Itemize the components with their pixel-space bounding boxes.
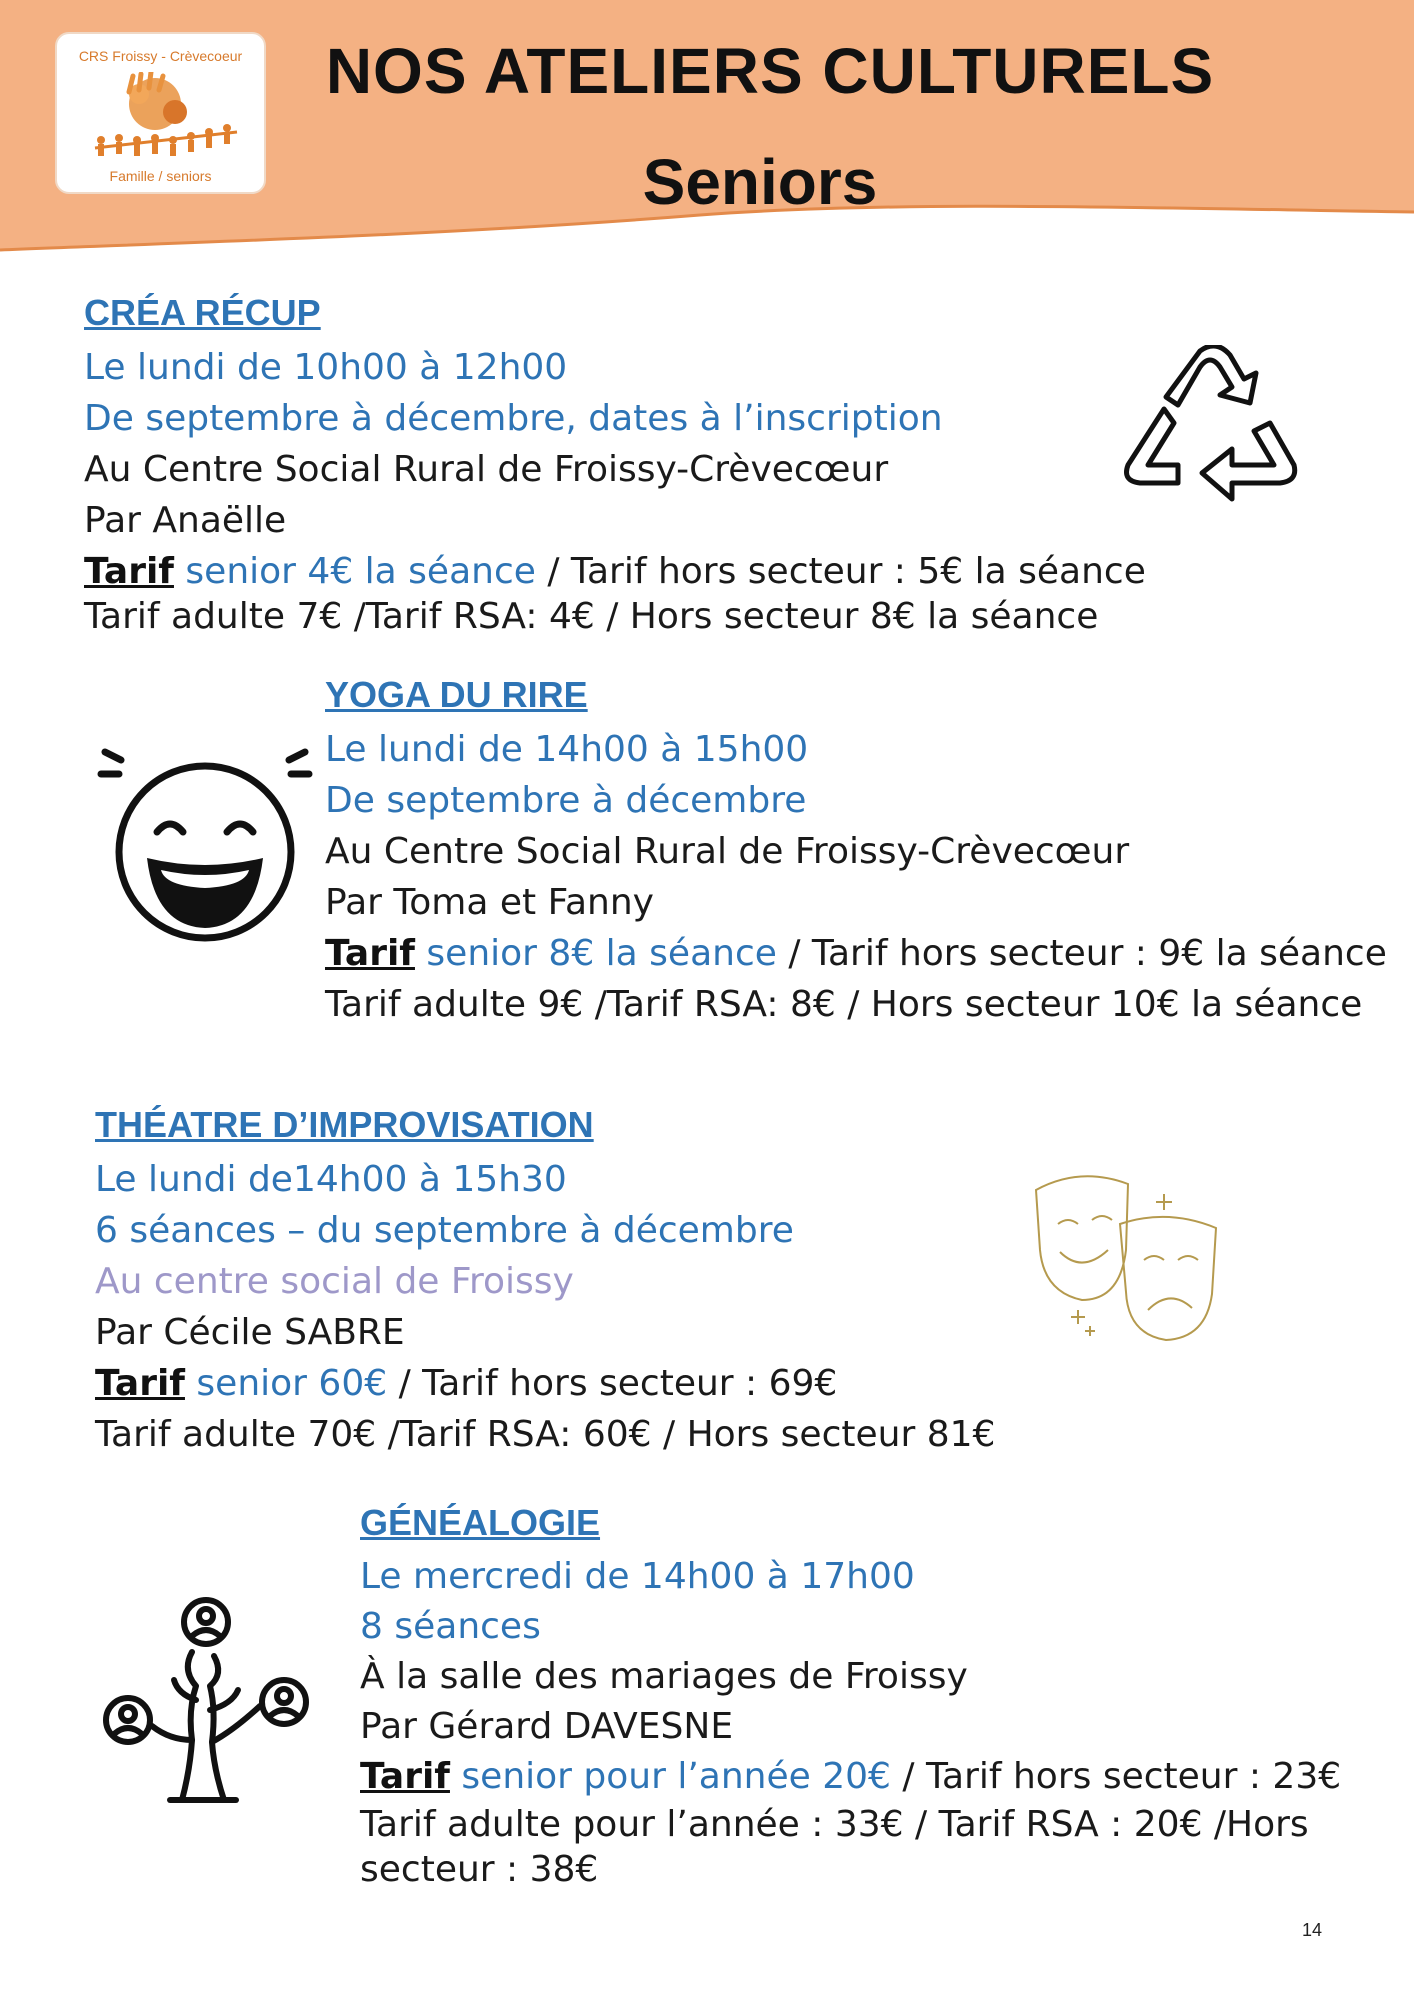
section-period: 6 séances – du septembre à décembre [95,1210,794,1251]
section-schedule: Le lundi de 10h00 à 12h00 [84,347,568,388]
section-instructor: Par Gérard DAVESNE [360,1706,734,1747]
tarif-label: Tarif [360,1756,450,1797]
tarif-label: Tarif [95,1363,185,1404]
family-tree-icon [100,1590,320,1820]
section-yoga-du-rire [325,674,1387,1030]
section-period: 8 séances [360,1606,541,1647]
section-tarif-line2: Tarif adulte pour l’année : 33€ / Tarif RSA : 20€ /Hors [360,1804,1309,1845]
page-number: 14 [1301,1920,1322,1940]
page-header [0,0,1414,260]
tarif-label: Tarif [84,551,174,592]
tarif-label: Tarif [325,933,415,974]
logo-subtitle: Famille / seniors [109,168,212,184]
section-tarif [360,1752,1341,1802]
page-title: NOS ATELIERS CULTURELS [325,35,1215,107]
section-heading: THÉATRE D’IMPROVISATION [95,1104,594,1145]
tarif-senior: senior pour l’année 20€ [461,1756,891,1797]
section-schedule: Le mercredi de 14h00 à 17h00 [360,1556,915,1597]
section-genealogie [360,1502,1341,1892]
section-tarif [84,546,1146,597]
laughing-face-icon [95,740,315,950]
logo-org-name: CRS Froissy - Crèvecoeur [78,48,243,64]
section-heading: CRÉA RÉCUP [84,292,321,333]
tarif-other: / Tarif hors secteur : 5€ la séance [547,551,1146,592]
tarif-other: / Tarif hors secteur : 23€ [902,1756,1342,1797]
page-subtitle: Seniors [642,146,878,218]
section-period: De septembre à décembre, dates à l’inscription [84,398,943,439]
section-heading: YOGA DU RIRE [325,674,588,715]
section-tarif [325,928,1387,979]
section-tarif-line2: Tarif adulte 7€ /Tarif RSA: 4€ / Hors secteur 8€ la séance [84,596,1099,637]
section-place: Au Centre Social Rural de Froissy-Crèvecœur [84,449,889,490]
section-instructor: Par Anaëlle [84,500,287,541]
recycle-icon [1120,345,1300,515]
section-tarif-line2: Tarif adulte 9€ /Tarif RSA: 8€ / Hors secteur 10€ la séance [325,984,1363,1025]
section-tarif-line2: Tarif adulte 70€ /Tarif RSA: 60€ / Hors secteur 81€ [95,1414,996,1455]
tarif-senior: senior 60€ [196,1363,388,1404]
section-schedule: Le lundi de14h00 à 15h30 [95,1159,567,1200]
section-schedule: Le lundi de 14h00 à 15h00 [325,729,809,770]
theater-masks-icon [1030,1170,1230,1350]
org-logo [55,32,266,194]
tarif-senior: senior 4€ la séance [185,551,536,592]
logo-hands-icon [77,72,247,168]
section-crea-recup [84,292,1146,637]
section-tarif-line3: secteur : 38€ [360,1849,599,1890]
section-place: Au centre social de Froissy [95,1261,574,1302]
tarif-other: / Tarif hors secteur : 9€ la séance [788,933,1387,974]
section-tarif [95,1358,995,1409]
section-instructor: Par Cécile SABRE [95,1312,405,1353]
tarif-senior: senior 8€ la séance [426,933,777,974]
section-instructor: Par Toma et Fanny [325,882,654,923]
section-place: À la salle des mariages de Froissy [360,1656,968,1697]
section-period: De septembre à décembre [325,780,807,821]
tarif-other: / Tarif hors secteur : 69€ [398,1363,838,1404]
section-heading: GÉNÉALOGIE [360,1502,601,1543]
section-place: Au Centre Social Rural de Froissy-Crèvecœur [325,831,1130,872]
section-theatre-improvisation [95,1104,995,1460]
